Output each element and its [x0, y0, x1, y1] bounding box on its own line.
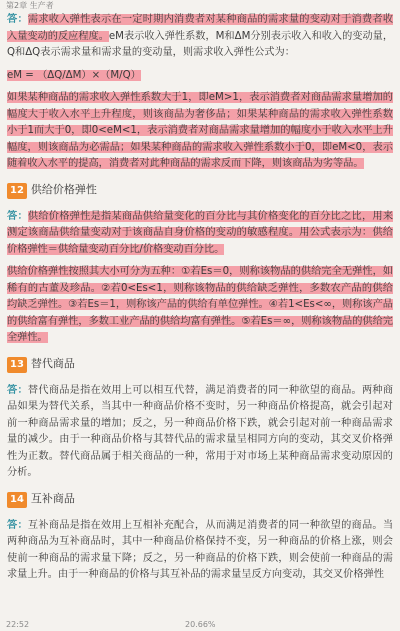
section-title: 互补商品 [30, 492, 75, 506]
answer-lead: 答： [7, 210, 28, 222]
reading-progress: 20.66% [185, 620, 216, 629]
section-heading-12 [7, 181, 393, 201]
complementary-goods-definition [7, 518, 393, 584]
supply-elasticity-definition [7, 209, 393, 259]
substitute-goods-definition [7, 383, 393, 482]
chapter-label: 第2章 生产者 [6, 1, 54, 10]
highlight-text[interactable]: 供给价格弹性按照其大小可分为五种：①若Es＝0，则称该物品的供给完全无弹性，如稀有的古董及珍品。②若0<Es<1，则称该物品的供给缺乏弹性，多数农产品的供给均缺乏弹性。③若Es＝1，则称该产品的供给有单位弹性。④若1<Es<∞，则称该产品的供给富有弹性，多数工业产品的供给均富有弹性。⑤若Es＝∞，则称该物品的供给完全弹性。 [7, 266, 393, 343]
section-number-badge: 13 [7, 357, 27, 373]
section-title: 替代商品 [30, 357, 75, 371]
bottom-status-bar [0, 619, 400, 631]
clock-readout: 22:52 [6, 620, 30, 629]
highlight-text[interactable]: 供给价格弹性是指某商品供给量变化的百分比与其价格变化的百分比之比，用来测定该商品供给量变动对于该商品自身价格的变动的敏感程度。用公式表示为：供给价格弹性＝供给量变动百分比/价格变动百分比。 [7, 210, 394, 255]
income-elasticity-intro [7, 12, 393, 62]
section-number-badge: 12 [7, 183, 27, 199]
section-title: 供给价格弹性 [30, 183, 97, 197]
plain-text: 互补商品是指在效用上互相补充配合，从而满足消费者的同一种欲望的商品。当两种商品为互补商品时，其中一种商品价格保持不变，另一种商品的价格上涨，则会使前一种商品的需求量下降；反之，另一种商品的价格下跌，则会使前一种商品的需求量上升。由于一种商品的价格与其互补品的需求量呈反方向变动，其交叉价格弹性 [7, 519, 394, 580]
section-heading-14 [7, 490, 393, 510]
answer-lead: 答： [7, 519, 28, 531]
plain-text: eM表示收入弹性系数，M和ΔM分别表示收入和收入的变动量，Q和ΔQ表示需求量和需求量的变动量，则需求收入弹性公式为： [7, 30, 394, 58]
highlight-text[interactable]: 如果某种商品的需求收入弹性系数大于1，即eM>1，表示消费者对商品需求量增加的幅度大于收入水平上升程度，则该商品为奢侈品；如果某种商品的需求收入弹性系数小于1而大于0，即0<eM<1，表示消费者对商品需求量增加的幅度小于收入水平上升幅度，则该商品为必需品；如果某种商品的需求收入弹性系数小于0，即eM<0，表示随着收入水平的提高，消费者对此种商品的需求反而下降，则该商品为劣等品。 [7, 92, 393, 169]
income-elasticity-formula [7, 68, 393, 85]
answer-lead: 答： [7, 14, 28, 25]
section-heading-13 [7, 355, 393, 375]
income-elasticity-explanation [7, 90, 393, 173]
section-number-badge: 14 [7, 492, 27, 508]
page-content [7, 12, 393, 584]
highlight-text[interactable]: 需求收入弹性表示在一定时期内消费者对某种商品的需求量的变动对于消费者收入量变动的反应程度。 [7, 14, 394, 42]
answer-lead: 答： [7, 384, 28, 396]
top-status-bar [0, 0, 400, 12]
supply-elasticity-types [7, 264, 393, 347]
formula-text[interactable]: eM = （ΔQ/ΔM）×（M/Q） [7, 69, 141, 81]
plain-text: 替代商品是指在效用上可以相互代替，满足消费者的同一种欲望的商品。两种商品如果为替代关系，当其中一种商品价格不变时，另一种商品价格提高，就会引起对前一种商品需求量的增加；反之，另一种商品价格下跌，就会引起对前一种商品需求量的减少。由于一种商品价格与其替代品的需求量呈相同方向的变动，其交叉价格弹性为正数。替代商品属于相关商品的一种，常用于对市场上某种商品需求变动原因的分析。 [7, 384, 394, 478]
